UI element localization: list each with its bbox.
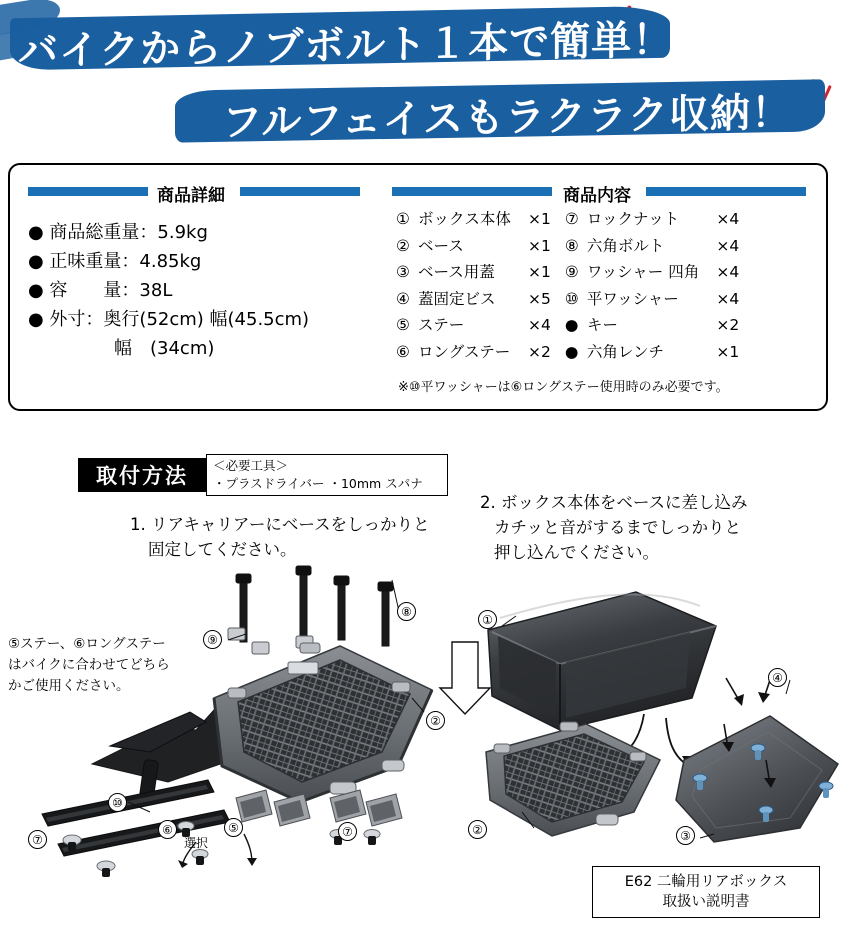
contents-right-num-0: ⑦: [564, 210, 579, 228]
contents-left-num-0: ①: [396, 210, 410, 228]
contents-col-gap: [551, 233, 565, 260]
contents-title-rule-right: [646, 187, 806, 196]
contents-note: ※⑩平ワッシャーは⑥ロングステー使用時のみ必要です。: [398, 380, 729, 395]
contents-right-qty-1: ×4: [716, 236, 740, 255]
assembly-illustration: [0, 430, 842, 890]
contents-left-name-1: ベース: [418, 236, 464, 255]
contents-right-qty-3: ×4: [716, 289, 740, 308]
contents-right-num-3: ⑩: [564, 289, 579, 308]
spec-item-0: ● 商品総重量：5.9kg: [28, 222, 208, 243]
contents-left-qty-5: ×2: [528, 342, 551, 361]
spec-title-rule-left: [28, 187, 148, 196]
install-section-title: 取付方法: [78, 458, 206, 492]
contents-left-name-4: ステー: [418, 316, 465, 334]
callout-6: ⑥: [158, 820, 177, 839]
contents-left-name-2: ベース用蓋: [418, 263, 495, 281]
contents-right-name-1: 六角ボルト: [586, 236, 665, 255]
contents-right-num-2: ⑨: [564, 263, 579, 281]
callout-2-left: ②: [426, 711, 445, 730]
contents-col-gap: [551, 206, 565, 233]
callout-9: ⑨: [203, 630, 222, 649]
headline-line-1: バイクからノブボルト１本で簡単！: [18, 17, 674, 75]
contents-right-num-5: ●: [564, 342, 579, 361]
table-row: [396, 233, 739, 260]
base-plate-right: [486, 722, 660, 836]
callout-5: ⑤: [224, 818, 243, 837]
callout-10: ⑩: [108, 793, 127, 812]
table-row: [396, 339, 739, 366]
install-step-1-line-2: 固定してください。: [148, 540, 297, 559]
insert-arrow: [440, 642, 490, 714]
install-step-2-line-1: 2. ボックス本体をベースに差し込み: [480, 493, 748, 512]
contents-col-gap: [551, 259, 565, 286]
table-row: [396, 312, 739, 339]
manual-title-line-1: E62 二輪用リアボックス: [624, 874, 788, 890]
contents-right-name-2: ワッシャー 四角: [586, 263, 700, 281]
spec-list: [28, 218, 309, 363]
stay-selection-note-line-1: ⑤ステー、⑥ロングステー: [8, 636, 166, 652]
headline-line-2: フルフェイスもラクラク収納！: [222, 90, 792, 146]
contents-left-qty-2: ×1: [528, 263, 551, 281]
required-tools-list: ・プラスドライバー ・10mm スパナ: [213, 476, 423, 491]
contents-col-gap: [551, 286, 565, 313]
contents-right-num-1: ⑧: [564, 236, 579, 255]
spec-title-rule-right: [240, 187, 360, 196]
callout-8: ⑧: [397, 602, 416, 621]
manual-title-line-2: 取扱い説明書: [662, 894, 750, 910]
contents-left-name-5: ロングステー: [418, 342, 511, 361]
manual-title-box: [592, 866, 820, 918]
contents-right-qty-2: ×4: [716, 263, 740, 281]
spec-section-title: 商品詳細: [150, 181, 232, 206]
contents-left-name-3: 蓋固定ビス: [418, 289, 496, 308]
callout-7-left: ⑦: [28, 830, 47, 849]
contents-right-name-3: 平ワッシャー: [586, 289, 679, 308]
contents-right-qty-4: ×2: [716, 316, 740, 334]
contents-left-qty-0: ×1: [528, 210, 551, 228]
stay-selection-note-line-3: かご使用ください。: [8, 678, 130, 694]
contents-table: [396, 206, 739, 365]
contents-right-name-4: キー: [586, 316, 618, 334]
spec-item-1: ● 正味重量：4.85kg: [28, 251, 202, 272]
selection-label: 選択: [184, 836, 209, 850]
spec-item-4: 幅 (34cm): [114, 338, 215, 359]
table-row: [396, 286, 739, 313]
contents-left-num-3: ④: [396, 289, 410, 308]
contents-right-qty-0: ×4: [716, 210, 740, 228]
contents-left-qty-4: ×4: [528, 316, 551, 334]
callout-4: ④: [768, 668, 787, 687]
install-step-1-line-1: 1. リアキャリアーにベースをしっかりと: [130, 515, 430, 534]
contents-left-num-1: ②: [396, 236, 410, 255]
hex-bolt-group: [236, 566, 393, 646]
contents-section-title: 商品内容: [556, 181, 638, 206]
table-row: [396, 206, 739, 233]
table-row: [396, 259, 739, 286]
box-body: [488, 592, 716, 730]
headline-banner: [0, 0, 842, 155]
contents-left-qty-1: ×1: [528, 236, 551, 255]
contents-left-num-4: ⑤: [396, 316, 410, 334]
contents-title-rule-left: [392, 187, 552, 196]
contents-right-name-5: 六角レンチ: [586, 342, 664, 361]
install-step-2-line-3: 押し込んでください。: [494, 543, 659, 562]
contents-left-num-2: ③: [396, 263, 410, 281]
contents-left-qty-3: ×5: [528, 289, 551, 308]
callout-1: ①: [478, 610, 497, 629]
spec-item-2: ● 容 量：38L: [28, 280, 173, 301]
callout-3: ③: [676, 826, 695, 845]
contents-col-gap: [551, 339, 565, 366]
stay-selection-note-line-2: はバイクに合わせてどちら: [8, 657, 170, 673]
base-plate: [214, 643, 432, 802]
contents-col-gap: [551, 312, 565, 339]
contents-left-name-0: ボックス本体: [418, 210, 511, 228]
callout-7-right: ⑦: [338, 822, 357, 841]
callout-2-right: ②: [468, 820, 487, 839]
contents-right-name-0: ロックナット: [586, 210, 680, 228]
install-step-2-line-2: カチッと音がするまでしっかりと: [494, 518, 742, 537]
contents-right-qty-5: ×1: [716, 342, 740, 361]
required-tools-title: ＜必要工具＞: [213, 458, 289, 473]
spec-item-3: ● 外寸：奥行(52cm) 幅(45.5cm): [28, 309, 310, 330]
assembly-illustration-svg: [0, 430, 842, 890]
contents-left-num-5: ⑥: [396, 342, 410, 361]
contents-right-num-4: ●: [564, 316, 579, 334]
